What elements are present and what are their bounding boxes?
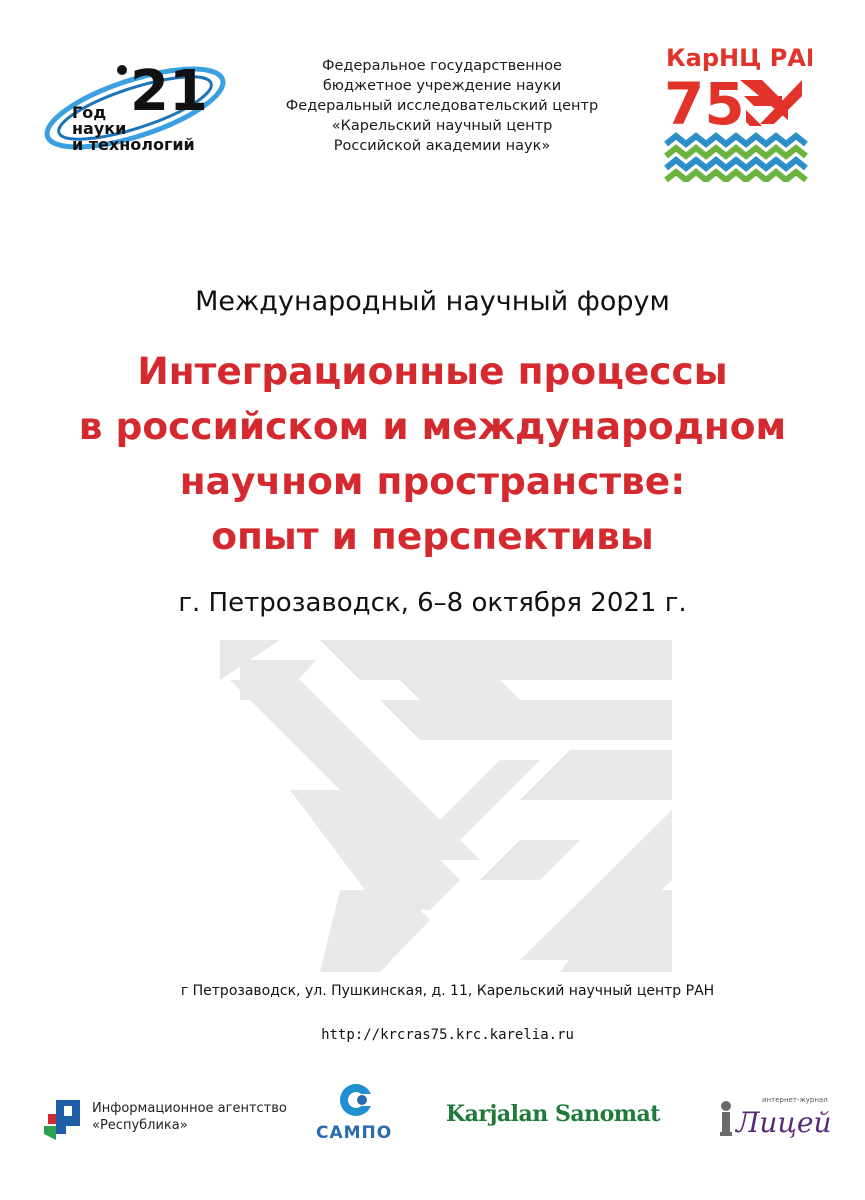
partner-licei-caption: интернет-журнал — [762, 1096, 828, 1104]
year-number: 21 — [130, 59, 208, 124]
organization-line: Федеральный исследовательский центр — [285, 98, 599, 114]
forum-title-line: в российском и международном — [78, 404, 787, 448]
forum-title-line: опыт и перспективы — [211, 514, 654, 558]
year-of-science-logo — [40, 40, 240, 170]
organization-line: бюджетное учреждение науки — [322, 78, 562, 94]
website-link[interactable]: http://krcras75.krc.karelia.ru — [321, 1027, 574, 1043]
karelian-ornament-watermark — [220, 640, 672, 972]
partner-karjalan-sanomat-logo[interactable]: Karjalan Sanomat — [446, 1101, 660, 1127]
organization-line: Федеральное государственное — [322, 58, 562, 74]
partner-sampo-name: САМПО — [316, 1123, 393, 1143]
forum-title-line: научном пространстве: — [179, 459, 686, 503]
partner-republic-line: «Республика» — [92, 1118, 188, 1133]
organization-line: «Карельский научный центр — [331, 118, 553, 134]
krc-anniversary: 75 — [664, 70, 745, 138]
krc-name: КарНЦ РАН — [666, 44, 812, 72]
partner-licei-logo[interactable] — [718, 1090, 838, 1140]
partner-republic-line: Информационное агентство — [92, 1101, 287, 1116]
organization-name — [262, 56, 622, 156]
place-and-date: г. Петрозаводск, 6–8 октября 2021 г. — [178, 588, 687, 618]
partner-republic-name — [92, 1100, 287, 1134]
year-line-3: и технологий — [72, 135, 195, 154]
forum-type: Международный научный форум — [195, 286, 670, 317]
organization-line: Российской академии наук» — [333, 138, 551, 154]
krc-ras-75-logo — [662, 40, 812, 182]
address: г Петрозаводск, ул. Пушкинская, д. 11, Карельский научный центр РАН — [180, 983, 715, 999]
forum-title — [40, 344, 825, 564]
partner-licei-name: Лицей — [736, 1106, 832, 1139]
forum-title-line: Интеграционные процессы — [137, 349, 728, 393]
year-line-1: Год — [72, 103, 107, 122]
year-line-2: науки — [72, 119, 127, 138]
